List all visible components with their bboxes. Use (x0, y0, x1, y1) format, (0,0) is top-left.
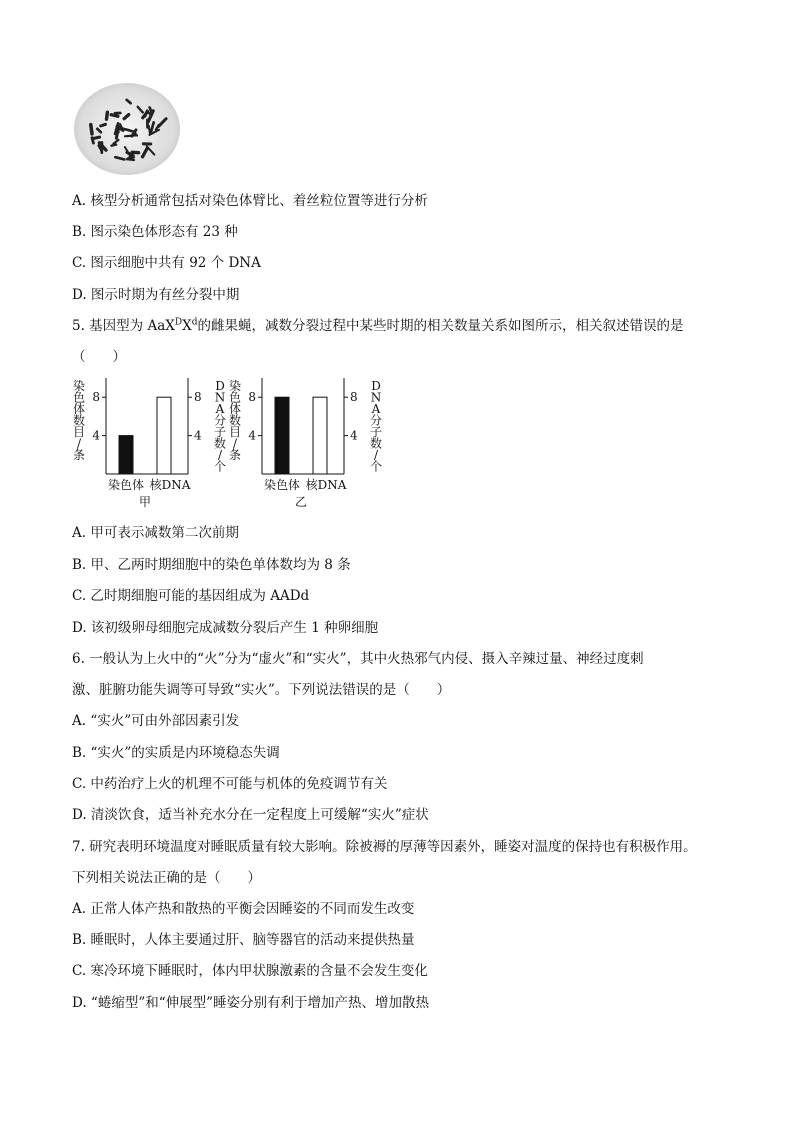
q5-option-c: C. 乙时期细胞可能的基因组成为 AADd (72, 588, 310, 604)
bar (119, 436, 133, 474)
q5-stem: 5. 基因型为 $AaX^DX^d$的雌果蝇，减数分裂过程中某些时期的相关数量关系如图所示，相关叙述错误的是 (72, 317, 684, 334)
chromosome-mark (150, 108, 152, 112)
q7-option-a: A. 正常人体产热和散热的平衡会因睡姿的不同而发生改变 (72, 901, 415, 917)
q7-option-b: B. 睡眠时，人体主要通过肝、脑等器官的活动来提供热量 (72, 932, 415, 948)
y-tick-label: 4 (248, 428, 256, 443)
bar (157, 397, 171, 474)
q7-option-c: C. 寒冷环境下睡眠时，体内甲状腺激素的含量不会发生变化 (72, 963, 428, 979)
chart-title: 甲 (138, 495, 152, 509)
x-category-label: 核DNA (149, 478, 191, 492)
x-category-label: 核DNA (305, 478, 347, 492)
q6-stem-line2: 激、脏腑功能失调等可导致“实火”。下列说法错误的是（ ） (72, 682, 451, 698)
q4-option-d: D. 图示时期为有丝分裂中期 (72, 287, 240, 303)
q6-option-c: C. 中药治疗上火的机理不可能与机体的免疫调节有关 (72, 776, 388, 792)
x-category-label: 染色体 (263, 478, 301, 492)
karyotype-micrograph (72, 82, 182, 177)
chromosome-mark (107, 112, 108, 119)
chart-jia (70, 378, 230, 517)
bar (313, 397, 327, 474)
x-category-label: 染色体 (107, 478, 145, 492)
q7-stem-line1: 7. 研究表明环境温度对睡眠质量有较大影响。除被褥的厚薄等因素外，睡姿对温度的保持也有积极作用。 (72, 839, 697, 855)
q6-stem-line1: 6. 一般认为上火中的“火”分为“虚火”和“实火”，其中火热邪气内侵、摄入辛辣过量、神经过度刺 (72, 651, 644, 667)
q5-option-a: A. 甲可表示减数第二次前期 (72, 525, 239, 541)
q5-answer-paren: （ ） (72, 349, 126, 365)
y2-axis-label: D N A 分子数/个 (213, 379, 227, 474)
chart-yi (226, 378, 386, 517)
y-tick-label: 8 (248, 390, 256, 405)
chromosome-mark (101, 124, 106, 126)
q7-stem-line2: 下列相关说法正确的是（ ） (72, 870, 261, 886)
q4-option-b: B. 图示染色体形态有 23 种 (72, 224, 238, 240)
chromosome-mark (93, 137, 100, 138)
q5-option-d: D. 该初级卵母细胞完成减数分裂后产生 1 种卵细胞 (72, 620, 379, 636)
q6-option-d: D. 清淡饮食，适当补充水分在一定程度上可缓解“实火”症状 (72, 807, 429, 823)
y-tick-label: 8 (92, 390, 100, 405)
y-axis-label: 染色体数目/条 (72, 379, 86, 462)
y2-axis-label: D N A 分子数/个 (369, 379, 383, 474)
q6-option-b: B. “实火”的实质是内环境稳态失调 (72, 745, 280, 761)
chart-title: 乙 (294, 495, 308, 509)
y2-tick-label: 8 (350, 390, 358, 405)
q4-option-c: C. 图示细胞中共有 92 个 DNA (72, 255, 261, 271)
chromosome-mark (111, 115, 118, 117)
q4-option-a: A. 核型分析通常包括对染色体臂比、着丝粒位置等进行分析 (72, 193, 428, 209)
chromosome-mark (91, 125, 92, 134)
y-axis-label: 染色体数目/条 (228, 379, 242, 462)
q5-option-b: B. 甲、乙两时期细胞中的染色单体数均为 8 条 (72, 557, 351, 573)
q7-option-d: D. “蜷缩型”和“伸展型”睡姿分别有利于增加产热、增加散热 (72, 995, 430, 1011)
y2-tick-label: 4 (350, 428, 358, 443)
chromosome-mark (127, 157, 133, 159)
y-tick-label: 4 (92, 428, 100, 443)
y2-tick-label: 8 (194, 390, 202, 405)
y2-tick-label: 4 (194, 428, 202, 443)
q6-option-a: A. “实火”可由外部因素引发 (72, 713, 240, 729)
bar (275, 397, 289, 474)
